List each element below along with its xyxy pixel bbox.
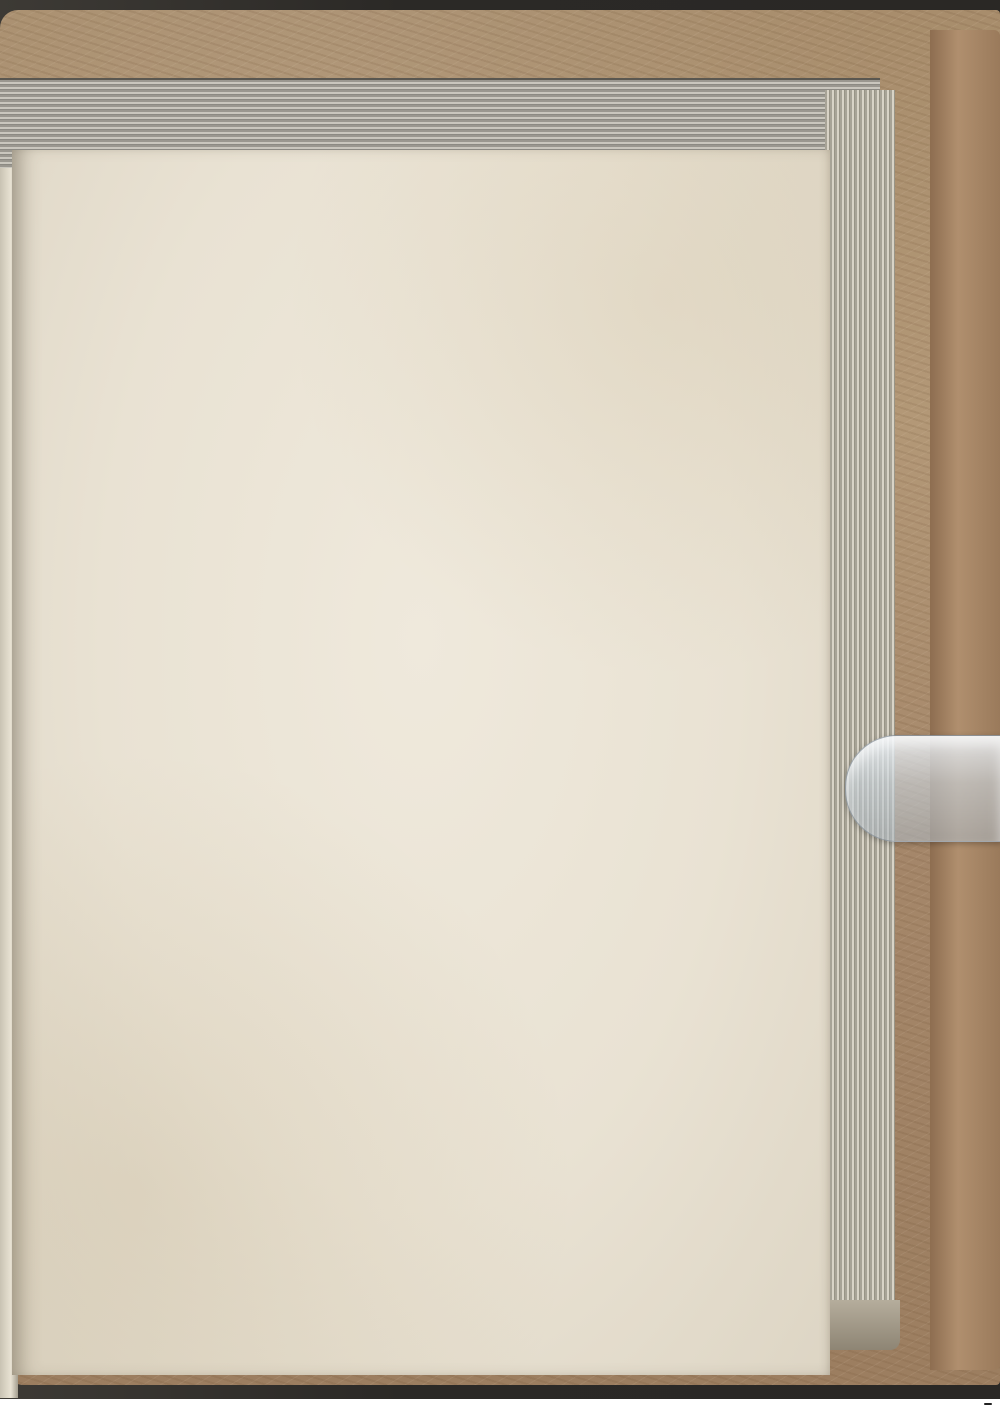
glass-page-weight: [845, 735, 1000, 842]
page-text: [52, 242, 712, 275]
section-heading: [52, 242, 712, 275]
heading-right: [432, 242, 436, 275]
dfg-logo: [984, 1403, 992, 1405]
heading-left: [52, 242, 150, 275]
footer-bar: [0, 1399, 1000, 1421]
page-block-corner: [820, 1300, 900, 1350]
book-page: [12, 150, 830, 1375]
cover-edge: [930, 30, 1000, 1370]
page-foxing: [12, 150, 830, 1375]
page-block-fore-edge: [825, 90, 895, 1320]
